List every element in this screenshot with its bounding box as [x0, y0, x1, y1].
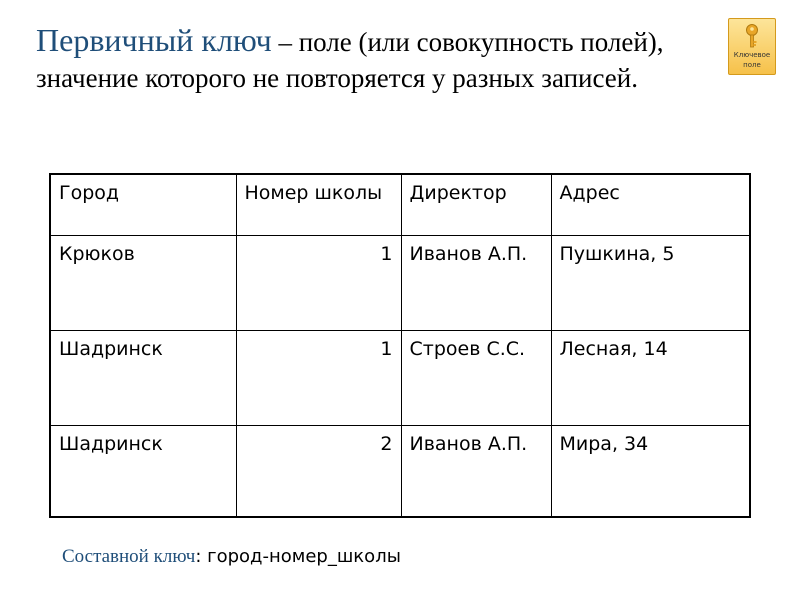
table-row: [50, 235, 750, 330]
primary-key-term: Первичный ключ: [36, 22, 272, 58]
cell-school-number: 1: [236, 235, 401, 330]
key-button-label-2: поле: [743, 61, 761, 69]
definition-text: [36, 22, 726, 96]
schools-table: [49, 173, 751, 518]
composite-key-note: [62, 546, 401, 568]
composite-key-term: Составной ключ: [62, 546, 196, 567]
cell-school-number: 1: [236, 330, 401, 425]
primary-key-button[interactable]: [728, 18, 776, 75]
definition-body: – поле (или совокупность полей), значение которого не повторяется у разных записей.: [36, 27, 664, 93]
cell-city: Шадринск: [50, 425, 236, 517]
table-row: [50, 330, 750, 425]
header-director: Директор: [401, 174, 551, 235]
header-city: Город: [50, 174, 236, 235]
key-button-label-1: Ключевое: [733, 51, 771, 59]
key-icon: [741, 23, 763, 49]
cell-director: Строев С.С.: [401, 330, 551, 425]
cell-address: Мира, 34: [551, 425, 750, 517]
cell-director: Иванов А.П.: [401, 425, 551, 517]
cell-school-number: 2: [236, 425, 401, 517]
header-address: Адрес: [551, 174, 750, 235]
composite-key-value: : город-номер_школы: [195, 546, 401, 567]
cell-director: Иванов А.П.: [401, 235, 551, 330]
table-row: [50, 425, 750, 517]
header-school-number: Номер школы: [236, 174, 401, 235]
cell-address: Лесная, 14: [551, 330, 750, 425]
table-header-row: [50, 174, 750, 235]
cell-city: Шадринск: [50, 330, 236, 425]
cell-address: Пушкина, 5: [551, 235, 750, 330]
cell-city: Крюков: [50, 235, 236, 330]
